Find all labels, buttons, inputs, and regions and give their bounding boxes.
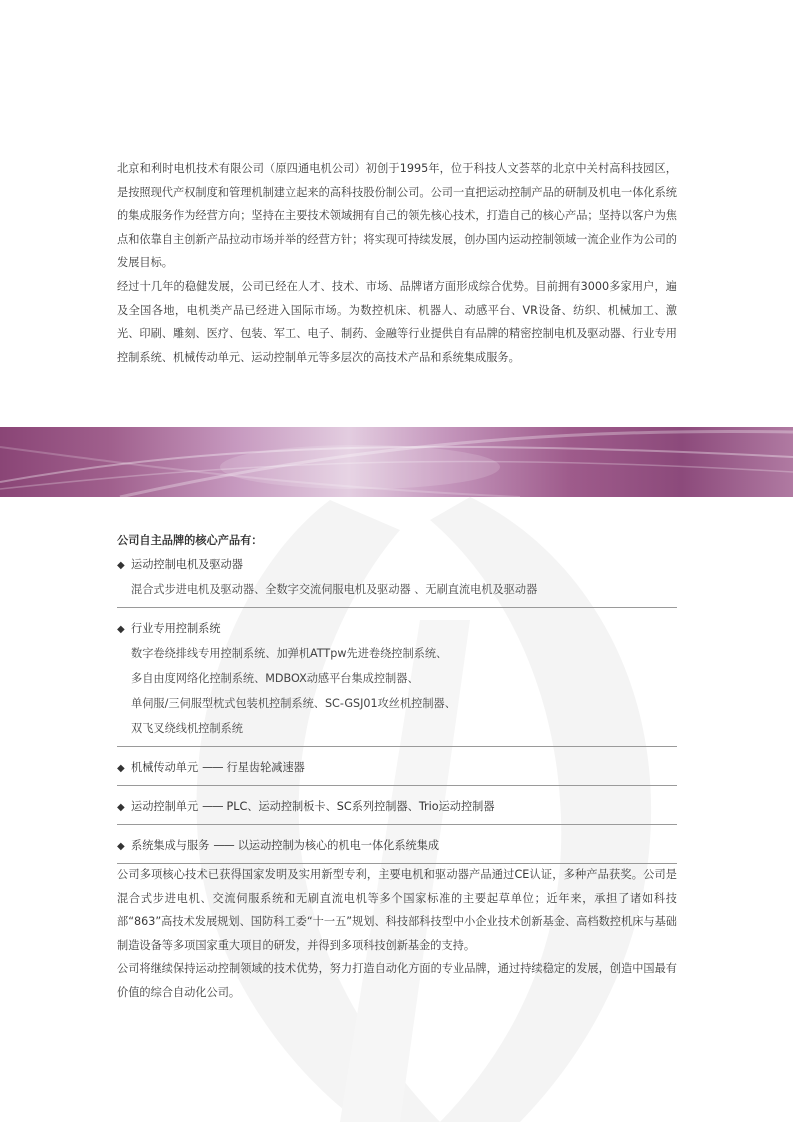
group-item: 多自由度网络化控制系统、MDBOX动感平台集成控制器、 [131, 672, 419, 685]
group-item: 单伺服/三伺服型枕式包装机控制系统、SC-GSJ01攻丝机控制器、 [131, 697, 456, 710]
group-suffix: 以运动控制为核心的机电一体化系统集成 [237, 839, 440, 852]
diamond-bullet-icon: ◆ [117, 841, 125, 852]
group-head: 行业专用控制系统 [131, 622, 221, 635]
group-head: 运动控制单元 [131, 800, 199, 813]
group-item: 数字卷绕排线专用控制系统、加弹机ATTpw先进卷绕控制系统、 [131, 647, 448, 660]
diamond-bullet-icon: ◆ [117, 560, 125, 571]
outro-paragraph-1: 公司多项核心技术已获得国家发明及实用新型专利，主要电机和驱动器产品通过CE认证，多种产品获奖。公司是混合式步进电机、交流伺服系统和无刷直流电机等多个国家标准的主要起草单位；近年来，承担了诸如科技部“863”高技术发展规划、国防科工委“十一五”规划、科技部科技型中小企业技术创新基金、高档数控机床与基础制造设备等多项国家重大项目的研发，并得到多项科技创新基金的支持。 [117, 868, 677, 952]
em-dash: —— [202, 800, 223, 813]
em-dash: —— [213, 839, 234, 852]
outro-paragraph-2: 公司将继续保持运动控制领域的技术优势，努力打造自动化方面的专业品牌，通过持续稳定的发展，创造中国最有价值的综合自动化公司。 [117, 962, 677, 999]
group-item: 双飞叉绕线机控制系统 [131, 722, 243, 735]
group-suffix: 行星齿轮减速器 [226, 761, 305, 774]
product-group [117, 554, 677, 608]
products-title: 公司自主品牌的核心产品有： [117, 534, 263, 547]
diamond-bullet-icon: ◆ [117, 802, 125, 813]
outro-section [117, 863, 677, 1005]
product-group [117, 757, 677, 786]
product-group [117, 835, 677, 864]
decorative-band [0, 427, 793, 497]
product-group [117, 618, 677, 747]
group-suffix: PLC、运动控制板卡、SC系列控制器、Trio运动控制器 [226, 800, 495, 813]
product-group [117, 796, 677, 825]
diamond-bullet-icon: ◆ [117, 763, 125, 774]
group-head: 运动控制电机及驱动器 [131, 558, 243, 571]
group-item: 混合式步进电机及驱动器、全数字交流伺服电机及驱动器 、无刷直流电机及驱动器 [131, 583, 538, 596]
intro-section [117, 157, 677, 369]
diamond-bullet-icon: ◆ [117, 624, 125, 635]
products-section [117, 530, 677, 864]
intro-paragraph-1: 北京和利时电机技术有限公司（原四通电机公司）初创于1995年，位于科技人文荟萃的北京中关村高科技园区，是按照现代产权制度和管理机制建立起来的高科技股份制公司。公司一直把运动控制产品的研制及机电一体化系统的集成服务作为经营方向；坚持在主要技术领域拥有自己的领先核心技术，打造自己的核心产品；坚持以客户为焦点和依靠自主创新产品拉动市场并举的经营方针；将实现可持续发展，创办国内运动控制领域一流企业作为公司的发展目标。 [117, 162, 677, 270]
group-head: 系统集成与服务 [131, 839, 210, 852]
group-head: 机械传动单元 [131, 761, 199, 774]
intro-paragraph-2: 经过十几年的稳健发展，公司已经在人才、技术、市场、品牌诸方面形成综合优势。目前拥有3000多家用户，遍及全国各地，电机类产品已经进入国际市场。为数控机床、机器人、动感平台、VR设备、纺织、机械加工、激光、印刷、雕刻、医疗、包装、军工、电子、制药、金融等行业提供自有品牌的精密控制电机及驱动器、行业专用控制系统、机械传动单元、运动控制单元等多层次的高技术产品和系统集成服务。 [117, 279, 677, 364]
em-dash: —— [202, 761, 223, 774]
